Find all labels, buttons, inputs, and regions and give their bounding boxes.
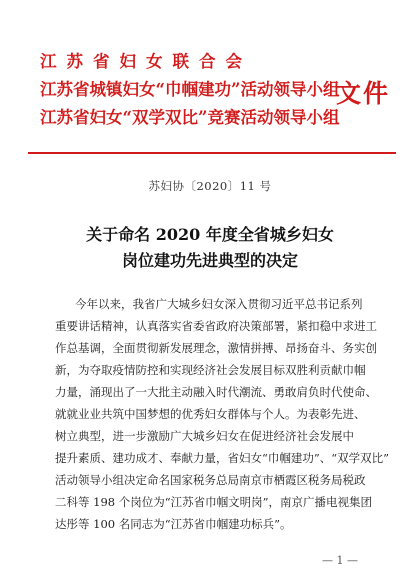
red-divider-line <box>28 152 396 154</box>
body-line: 新，为夺取疫情防控和实现经济社会发展目标双胜利贡献巾帼 <box>55 363 366 377</box>
body-line: 今年以来，我省广大城乡妇女深入贯彻习近平总书记系列 <box>75 297 363 311</box>
body-line: 力量，涌现出了一大批主动融入时代潮流、勇敢肩负时代使命、 <box>55 385 377 399</box>
document-type-label: 文件 <box>335 79 390 108</box>
issuer-line-3: 江苏省妇女“双学双比”竞赛活动领导小组 <box>40 108 340 127</box>
body-line: 就就业业共筑中国梦想的优秀妇女群体与个人。为表彰先进、 <box>55 407 366 421</box>
document-header <box>40 48 390 140</box>
body-line: 二科等 198 个岗位为“江苏省巾帼文明岗”，南京广播电视集团 <box>55 495 373 509</box>
body-line: 达彤等 100 名同志为“江苏省巾帼建功标兵”。 <box>55 517 292 531</box>
body-line: 树立典型，进一步激励广大城乡妇女在促进经济社会发展中 <box>55 429 354 443</box>
document-number: 苏妇协〔2020〕11 号 <box>148 179 272 193</box>
body-line: 作总基调，全面贯彻新发展理念，激情拼搏、昂扬奋斗、务实创 <box>55 341 377 355</box>
issuer-line-2: 江苏省城镇妇女“巾帼建功”活动领导小组 <box>40 80 340 99</box>
document-title-line-1: 关于命名 2020 年度全省城乡妇女 <box>86 225 334 244</box>
issuer-line-1: 江苏省妇女联合会 <box>40 52 252 71</box>
body-line: 重要讲话精神，认真落实省委省政府决策部署，紧扣稳中求进工 <box>55 319 377 333</box>
document-title-line-2: 岗位建功先进典型的决定 <box>121 251 298 270</box>
body-line: 活动领导小组决定命名国家税务总局南京市栖霞区税务局税政 <box>55 473 366 487</box>
body-line: 提升素质、建功成才、奉献力量，省妇女“巾帼建功”、“双学双比” <box>55 451 390 465</box>
page-number: — 1 — <box>322 554 358 567</box>
